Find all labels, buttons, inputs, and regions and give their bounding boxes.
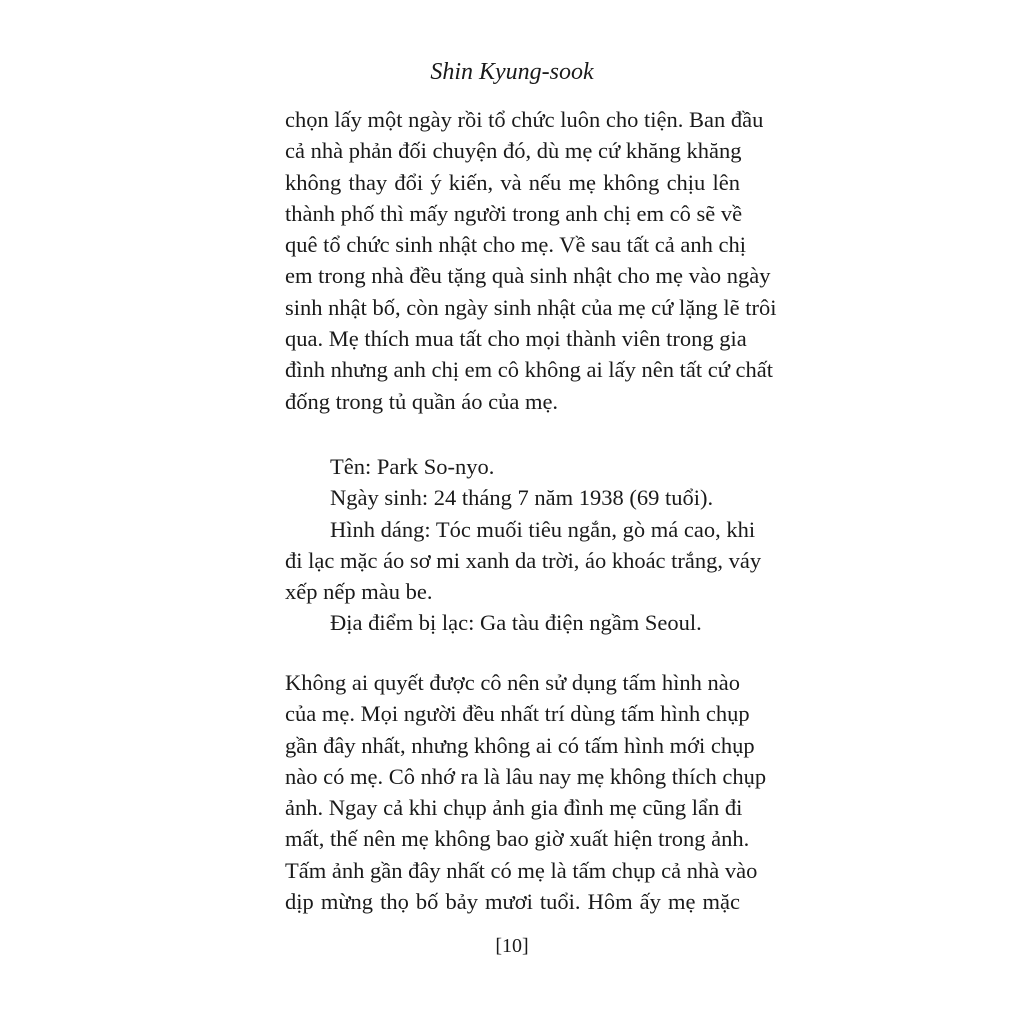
record-appearance-cont: đi lạc mặc áo sơ mi xanh da trời, áo khoác trắng, váy (285, 547, 762, 573)
text-line: mất, thế nên mẹ không bao giờ xuất hiện trong ảnh. (285, 826, 750, 852)
paragraph-1 (285, 104, 777, 417)
record-appearance-cont: xếp nếp màu be. (285, 579, 433, 605)
text-line: của mẹ. Mọi người đều nhất trí dùng tấm hình chụp (285, 701, 750, 727)
text-line: nào có mẹ. Cô nhớ ra là lâu nay mẹ không thích chụp (285, 763, 767, 789)
record-name: Tên: Park So-nyo. (330, 454, 495, 479)
text-line: đình nhưng anh chị em cô không ai lấy nên tất cứ chất (285, 357, 774, 383)
text-line: dịp mừng thọ bố bảy mươi tuổi. Hôm ấy mẹ mặc (285, 889, 740, 915)
running-head-author: Shin Kyung-sook (430, 59, 594, 85)
text-line: sinh nhật bố, còn ngày sinh nhật của mẹ cứ lặng lẽ trôi (285, 294, 777, 320)
text-line: thành phố thì mấy người trong anh chị em cô sẽ về (285, 200, 743, 226)
record-location: Địa điểm bị lạc: Ga tàu điện ngầm Seoul. (330, 610, 702, 636)
text-line: quê tổ chức sinh nhật cho mẹ. Về sau tất cả anh chị (285, 232, 747, 258)
text-line: Tấm ảnh gần đây nhất có mẹ là tấm chụp cả nhà vào (285, 857, 758, 883)
page-number: [10] (495, 935, 529, 957)
text-line: Không ai quyết được cô nên sử dụng tấm hình nào (285, 670, 740, 695)
record-appearance: Hình dáng: Tóc muối tiêu ngắn, gò má cao, khi (330, 516, 756, 542)
text-line: ảnh. Ngay cả khi chụp ảnh gia đình mẹ cũng lẩn đi (285, 795, 743, 821)
text-line: qua. Mẹ thích mua tất cho mọi thành viên trong gia (285, 326, 747, 352)
text-line: em trong nhà đều tặng quà sinh nhật cho mẹ vào ngày (285, 263, 771, 289)
text-line: đống trong tủ quần áo của mẹ. (285, 388, 559, 414)
missing-person-record (285, 451, 762, 639)
record-birthdate: Ngày sinh: 24 tháng 7 năm 1938 (69 tuổi). (330, 485, 714, 511)
text-line: cả nhà phản đối chuyện đó, dù mẹ cứ khăng khăng (285, 138, 742, 164)
paragraph-2 (285, 667, 767, 917)
text-line: chọn lấy một ngày rồi tổ chức luôn cho tiện. Ban đầu (285, 107, 764, 132)
text-line: gần đây nhất, nhưng không ai có tấm hình mới chụp (285, 732, 755, 758)
text-line: không thay đổi ý kiến, và nếu mẹ không chịu lên (285, 169, 740, 195)
